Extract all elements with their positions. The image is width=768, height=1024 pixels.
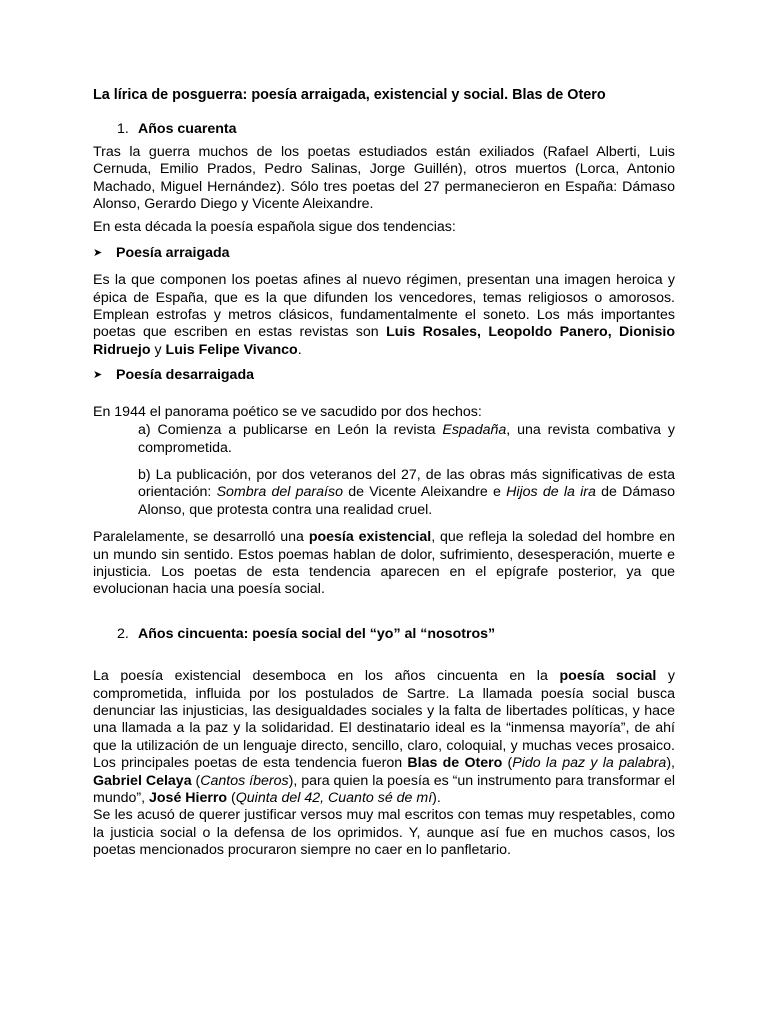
document-title: La lírica de posguerra: poesía arraigada, existencial y social. Blas de Otero [93,87,606,103]
magazine-title: Espadaña [442,422,507,439]
text-run: Paralelamente, se desarrolló una [93,529,309,546]
text-run: ( [227,790,236,806]
text-run: La poesía existencial desemboca en los años cincuenta en la [93,668,560,685]
section-heading-text: Años cuarenta [138,121,237,138]
section-heading-text: Años cincuenta: poesía social del “yo” al “nosotros” [138,625,496,642]
text-run: y comprometida, influida por los postulados de Sartre. La llamada poesía social busca denunciar las injusticias, las desigualdades sociales y la falta de libertades políticas, y hace una llamada a la paz y la solidaridad. El destinatario ideal es la “inmensa mayoría”, de ahí que la utilización de un lenguaje directo, sencillo, claro, coloquial, y muchas veces prosaico. Los principales poetas de esta tendencia fueron [93,668,676,772]
paragraph: En esta década la poesía española sigue dos tendencias: [93,219,456,236]
poet-name: Luis Rosales, [386,324,481,341]
paragraph [93,668,675,807]
text-run: y [150,341,166,358]
text-run: , que refleja la soledad del hombre en un mundo sin sentido. Estos poemas hablan de dolor, sufrimiento, desesperación, muerte e injusticia. Los poetas de esta tendencia aparecen en el epígrafe posterior, ya que evolucionan hacia una poesía social. [93,529,676,598]
poet-name: Gabriel Celaya [93,772,192,789]
text-run: , una revista combativa y comprometida. [138,422,675,456]
section-number: 1. [117,121,129,138]
bullet-heading-text: Poesía desarraigada [116,367,255,384]
paragraph [93,529,675,599]
bullet-heading-arraigada [93,245,675,262]
work-title: Cantos íberos [200,772,289,789]
arrow-bullet-icon: ➤ [93,246,103,259]
bold-term: poesía social [559,668,657,685]
paragraph: En 1944 el panorama poético se ve sacudido por dos hechos: [93,403,482,420]
work-title: Sombra del paraíso [216,484,343,501]
paragraph [93,272,675,359]
text-run: Es la que componen los poetas afines al nuevo régimen, presentan una imagen heroica y épica de España, que es la que difunden los vencedores, temas religiosos o amorosos. Emplean estrofas y metros clásicos, fundamentalmente el soneto. Los más importantes poetas que escriben en estas revistas son [93,272,675,341]
bold-term: poesía existencial [308,529,432,546]
paragraph: Tras la guerra muchos de los poetas estudiados están exiliados (Rafael Alberti, Luis Cernuda, Emilio Prados, Pedro Salinas, Jorge Guillén), otros muertos (Lorca, Antonio Machado, Miguel Hernández). Sólo tres poetas del 27 permanecieron en España: Dámaso Alonso, Gerardo Diego y Vicente Aleixandre. [93,143,675,213]
text-run: de Vicente Aleixandre e [342,484,507,501]
poet-name: Blas de Otero [407,755,503,772]
poet-name: José Hierro [149,790,228,806]
bullet-heading-text: Poesía arraigada [116,244,230,261]
text-run: ), para quien la poesía es “un instrumento para transformar el mundo”, [93,772,676,806]
document-page [93,87,675,860]
work-title: Hijos de la ira [506,484,596,501]
bullet-heading-desarraigada [93,367,675,384]
arrow-bullet-icon: ➤ [93,369,103,382]
poet-name: Luis Felipe Vivanco [165,341,298,358]
poet-name: Leopoldo Panero, [488,324,612,341]
text-run: ), [666,755,675,772]
text-run: ( [502,755,513,772]
text-run: de Dámaso Alonso, que protesta contra una realidad cruel. [138,484,675,518]
text-run: ( [191,772,201,789]
work-title: Pido la paz y la palabra [512,755,667,772]
text-run: a) Comienza a publicarse en León la revista [138,422,443,439]
section-heading-1 [117,121,675,138]
text-run: ). [432,790,441,806]
section-heading-2 [117,626,675,643]
section-number: 2. [117,625,129,642]
text-run: b) La publicación, por dos veteranos del 27, de las obras más significativas de esta orientación: [138,466,675,501]
paragraph: Se les acusó de querer justificar versos muy mal escritos con temas muy respetables, como la justicia social o la defensa de los oprimidos. Y, aunque así fue en muchos casos, los poetas mencionados procuraron siempre no caer en lo panfletario. [93,807,675,859]
text-run: . [297,341,302,358]
poet-name: Dionisio Ridruejo [93,324,675,358]
list-item-b [138,467,675,519]
list-item-a [138,422,675,457]
work-title: Quinta del 42, Cuanto sé de mí [235,790,433,806]
